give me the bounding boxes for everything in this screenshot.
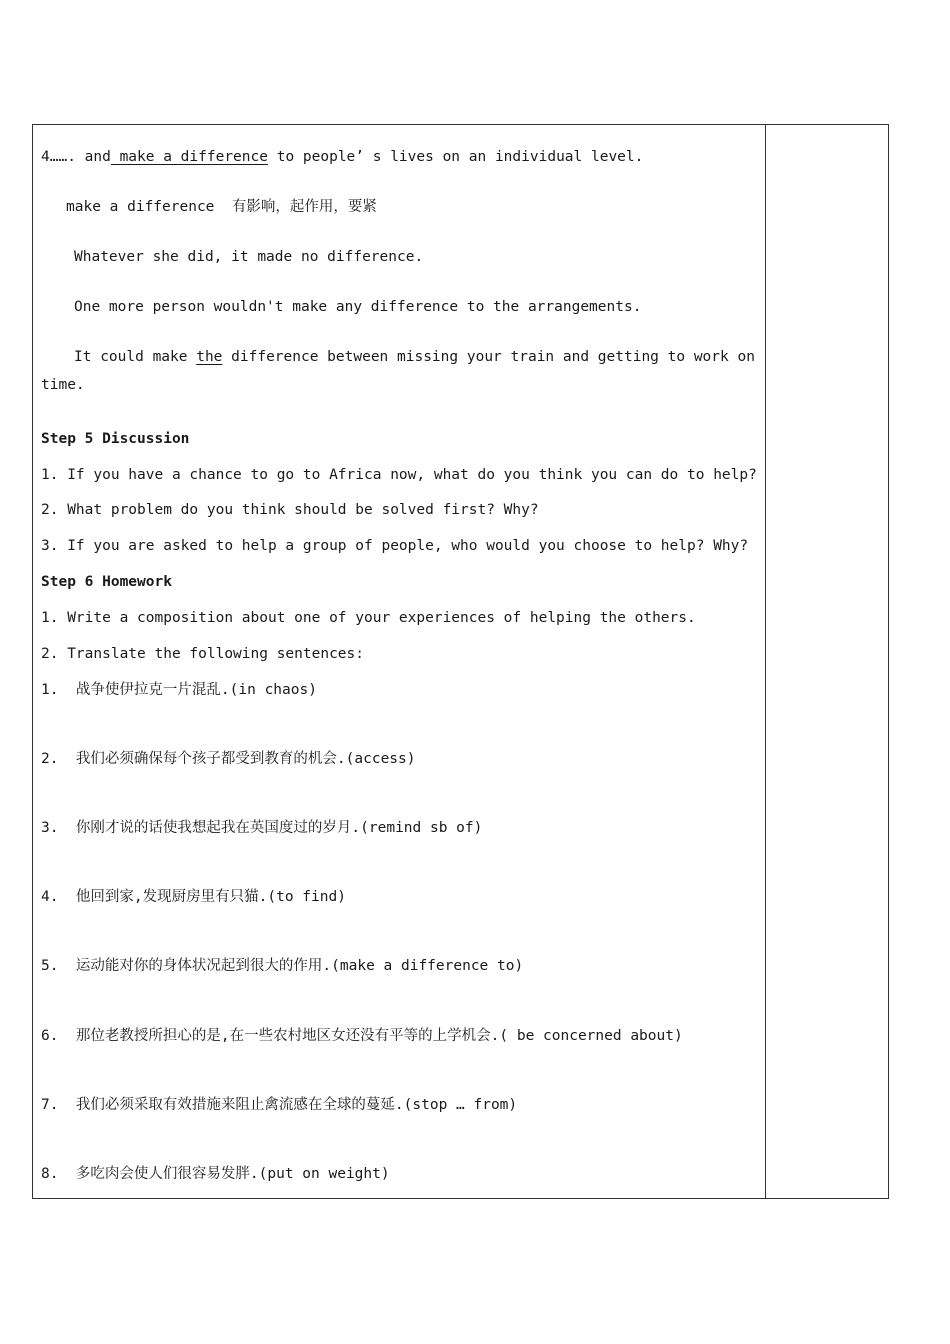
example-3-before: It could make <box>74 349 197 365</box>
translation-sentence-4: 4. 他回到家,发现厨房里有只猫.(to find) <box>41 889 346 905</box>
item-4-line <box>41 148 643 166</box>
translation-sentence-6: 6. 那位老教授所担心的是,在一些农村地区女还没有平等的上学机会.( be concerned about) <box>41 1028 683 1044</box>
example-line-3 <box>74 348 755 366</box>
item-4-rest: to people’ s lives on an individual level. <box>267 149 644 165</box>
translation-sentence-3: 3. 你刚才说的话使我想起我在英国度过的岁月.(remind sb of) <box>41 820 483 836</box>
item-4-phrase: make a difference <box>110 149 268 165</box>
translation-sentence-2: 2. 我们必须确保每个孩子都受到教育的机会.(access) <box>41 751 416 767</box>
example-line-2: One more person wouldn't make any difference to the arrangements. <box>74 299 642 315</box>
example-line-1: Whatever she did, it made no difference. <box>74 249 424 265</box>
discussion-question-3: 3. If you are asked to help a group of people, who would you choose to help? Why? <box>41 538 749 554</box>
discussion-question-2: 2. What problem do you think should be solved first? Why? <box>41 502 539 518</box>
homework-task-1: 1. Write a composition about one of your experiences of helping the others. <box>41 610 696 626</box>
table-column-divider <box>765 124 766 1199</box>
translation-sentence-5: 5. 运动能对你的身体状况起到很大的作用.(make a difference to) <box>41 958 524 974</box>
translation-sentence-1: 1. 战争使伊拉克一片混乱.(in chaos) <box>41 682 317 698</box>
translation-sentence-7: 7. 我们必须采取有效措施来阻止禽流感在全球的蔓延.(stop … from) <box>41 1097 518 1113</box>
example-3-after: difference between missing your train and getting to work on <box>222 349 755 365</box>
step6-heading: Step 6 Homework <box>41 574 172 590</box>
translation-sentence-8: 8. 多吃肉会使人们很容易发胖.(put on weight) <box>41 1166 390 1182</box>
step5-heading: Step 5 Discussion <box>41 431 190 447</box>
definition-line: make a difference 有影响，起作用，要紧 <box>66 199 377 215</box>
discussion-question-1: 1. If you have a chance to go to Africa now, what do you think you can do to help? <box>41 467 757 483</box>
example-line-3-continuation: time. <box>41 377 85 393</box>
example-3-underlined: the <box>196 349 223 365</box>
homework-task-2: 2. Translate the following sentences: <box>41 646 365 662</box>
item-4-prefix: 4……. and <box>41 149 111 165</box>
